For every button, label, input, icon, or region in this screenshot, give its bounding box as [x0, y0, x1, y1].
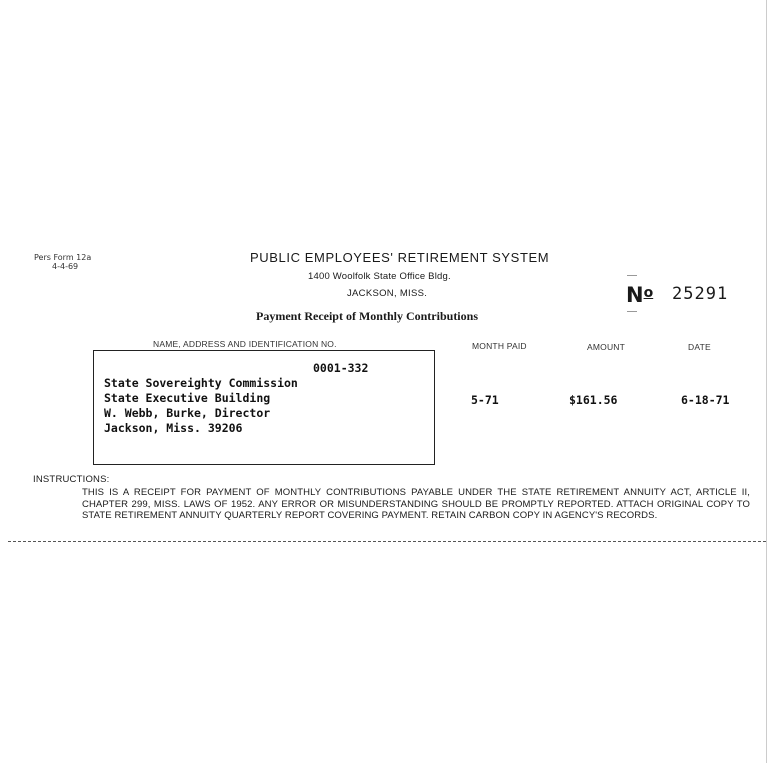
number-sign [626, 283, 653, 307]
payee-line: State Sovereighty Commission [104, 376, 298, 390]
header-month-paid: MONTH PAID [472, 341, 527, 351]
receipt-number: 25291 [672, 284, 729, 304]
identification-number: 0001-332 [313, 361, 369, 375]
page-edge-line [766, 0, 767, 763]
form-id [34, 253, 91, 271]
form-code: Pers Form 12a [34, 253, 92, 262]
form-date: 4-4-69 [52, 262, 79, 271]
payee-line: Jackson, Miss. 39206 [104, 421, 243, 435]
amount-value: $161.56 [569, 393, 618, 407]
organization-name: PUBLIC EMPLOYEES' RETIREMENT SYSTEM [250, 250, 550, 265]
date-value: 6-18-71 [681, 393, 730, 407]
mark-dash [627, 275, 637, 276]
month-paid-value: 5-71 [471, 393, 499, 407]
payee-line: State Executive Building [104, 391, 271, 405]
number-sign-n: N [626, 283, 644, 307]
document-title: Payment Receipt of Monthly Contributions [256, 309, 478, 323]
organization-address-line1: 1400 Woolfolk State Office Bldg. [308, 271, 451, 282]
header-amount: AMOUNT [587, 342, 626, 352]
mark-dash [627, 311, 637, 312]
perforation-line [8, 541, 766, 542]
header-date: DATE [688, 342, 711, 352]
organization-address-line2: JACKSON, MISS. [347, 288, 428, 299]
header-name-address: NAME, ADDRESS AND IDENTIFICATION NO. [153, 339, 337, 349]
instructions-text: THIS IS A RECEIPT FOR PAYMENT OF MONTHLY CONTRIBUTIONS PAYABLE UNDER THE STATE RETIREMENT ANNUITY ACT, ARTICLE II, CHAPTER 299, MISS. LAWS OF 1952. ANY ERROR OR MISUNDERSTANDING SHOULD BE PROMPTLY REPORTED. ATTACH ORIGINAL COPY TO STATE RETIREMENT ANNUITY QUARTERLY REPORT COVERING PAYMENT. RETAIN CARBON COPY IN AGENCY'S RECORDS. [82, 487, 750, 521]
payee-line: W. Webb, Burke, Director [104, 406, 271, 420]
number-sign-o: o [643, 285, 654, 301]
instructions-label: INSTRUCTIONS: [33, 474, 110, 485]
